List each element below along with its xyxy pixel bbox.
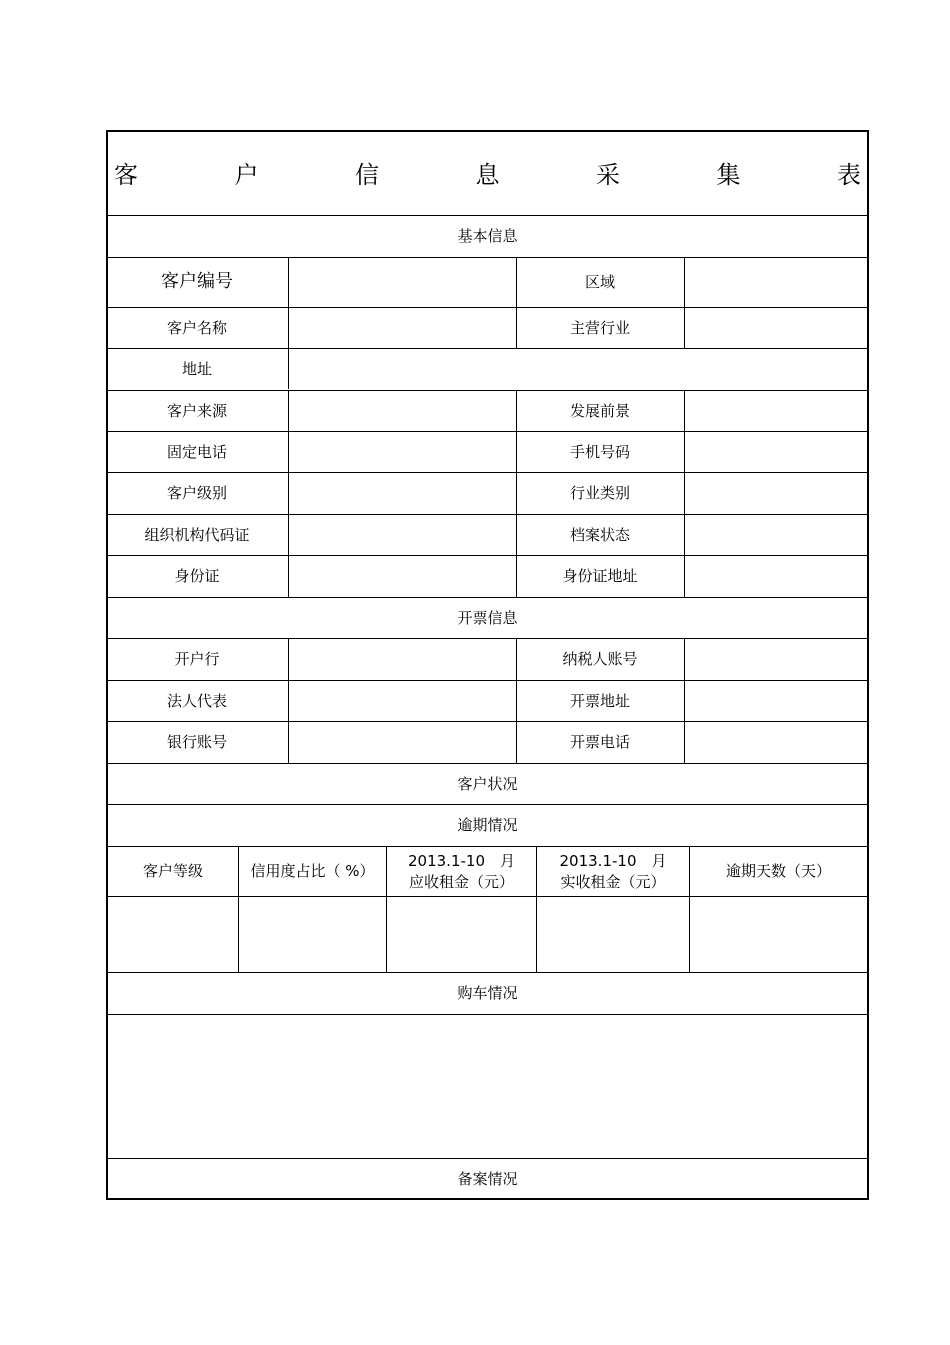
section-overdue: 逾期情况: [457, 816, 518, 835]
file-status-field[interactable]: [685, 515, 867, 555]
label-mobile: 手机号码: [569, 442, 630, 461]
label-main-industry: 主营行业: [569, 318, 630, 337]
bank-account-field[interactable]: [289, 722, 516, 763]
org-code-field[interactable]: [289, 515, 516, 555]
label-id-card: 身份证: [174, 567, 220, 586]
title-char: 表: [837, 160, 861, 189]
received-rent-field[interactable]: [537, 897, 689, 972]
label-customer-level: 客户级别: [166, 484, 227, 503]
header-receivable-rent: [387, 847, 536, 896]
label-org-code-certificate: 组织机构代码证: [144, 525, 250, 544]
invoice-address-field[interactable]: [685, 681, 867, 721]
label-customer-source: 客户来源: [166, 401, 227, 420]
label-landline: 固定电话: [166, 442, 227, 461]
header-period: 2013.1-10 月: [559, 852, 667, 871]
customer-info-form: [106, 130, 869, 1200]
label-bank-account: 银行账号: [166, 733, 227, 752]
id-card-field[interactable]: [289, 556, 516, 597]
header-credit-ratio: 信用度占比（ %）: [250, 862, 375, 881]
customer-source-field[interactable]: [289, 391, 516, 431]
form-title: [114, 150, 861, 194]
customer-number-field[interactable]: [289, 258, 516, 307]
title-char: 客: [114, 160, 138, 189]
frame-right-border: [867, 130, 869, 1200]
industry-category-field[interactable]: [685, 473, 867, 514]
header-receivable-label: 应收租金（元）: [408, 872, 514, 891]
label-address: 地址: [181, 360, 212, 379]
car-purchase-field[interactable]: [108, 1015, 867, 1158]
taxpayer-account-field[interactable]: [685, 639, 867, 680]
title-char: 集: [716, 160, 741, 189]
section-customer-status: 客户状况: [457, 774, 518, 793]
label-legal-representative: 法人代表: [166, 691, 227, 710]
customer-name-field[interactable]: [289, 308, 516, 348]
label-industry-category: 行业类别: [569, 484, 630, 503]
section-basic-info: 基本信息: [457, 227, 518, 246]
label-file-status: 档案状态: [569, 525, 630, 544]
development-prospect-field[interactable]: [685, 391, 867, 431]
address-field[interactable]: [289, 349, 867, 390]
overdue-days-field[interactable]: [690, 897, 867, 972]
title-char: 采: [596, 160, 620, 189]
region-field[interactable]: [685, 258, 867, 307]
label-opening-bank: 开户行: [174, 650, 220, 669]
receivable-rent-field[interactable]: [387, 897, 536, 972]
customer-grade-field[interactable]: [108, 897, 238, 972]
credit-ratio-field[interactable]: [239, 897, 386, 972]
label-invoice-phone: 开票电话: [569, 733, 630, 752]
label-customer-number: 客户编号: [161, 271, 233, 293]
main-industry-field[interactable]: [685, 308, 867, 348]
mobile-field[interactable]: [685, 432, 867, 472]
id-card-address-field[interactable]: [685, 556, 867, 597]
section-car-purchase: 购车情况: [457, 984, 518, 1003]
legal-representative-field[interactable]: [289, 681, 516, 721]
label-customer-name: 客户名称: [166, 318, 227, 337]
opening-bank-field[interactable]: [289, 639, 516, 680]
header-customer-grade: 客户等级: [142, 862, 203, 881]
frame-top-border: [106, 130, 869, 132]
customer-level-field[interactable]: [289, 473, 516, 514]
header-period: 2013.1-10 月: [408, 852, 515, 871]
title-char: 户: [234, 160, 259, 189]
label-region: 区域: [584, 273, 615, 292]
title-char: 息: [475, 160, 500, 189]
landline-field[interactable]: [289, 432, 516, 472]
label-development-prospect: 发展前景: [569, 401, 630, 420]
header-received-rent: [537, 847, 689, 896]
label-invoice-address: 开票地址: [569, 691, 630, 710]
label-taxpayer-account: 纳税人账号: [562, 650, 638, 669]
invoice-phone-field[interactable]: [685, 722, 867, 763]
label-id-card-address: 身份证地址: [562, 567, 638, 586]
header-received-label: 实收租金（元）: [560, 872, 666, 891]
title-char: 信: [355, 160, 379, 189]
section-filing-record: 备案情况: [457, 1169, 518, 1188]
header-overdue-days: 逾期天数（天）: [725, 862, 831, 881]
section-invoice-info: 开票信息: [457, 608, 518, 627]
